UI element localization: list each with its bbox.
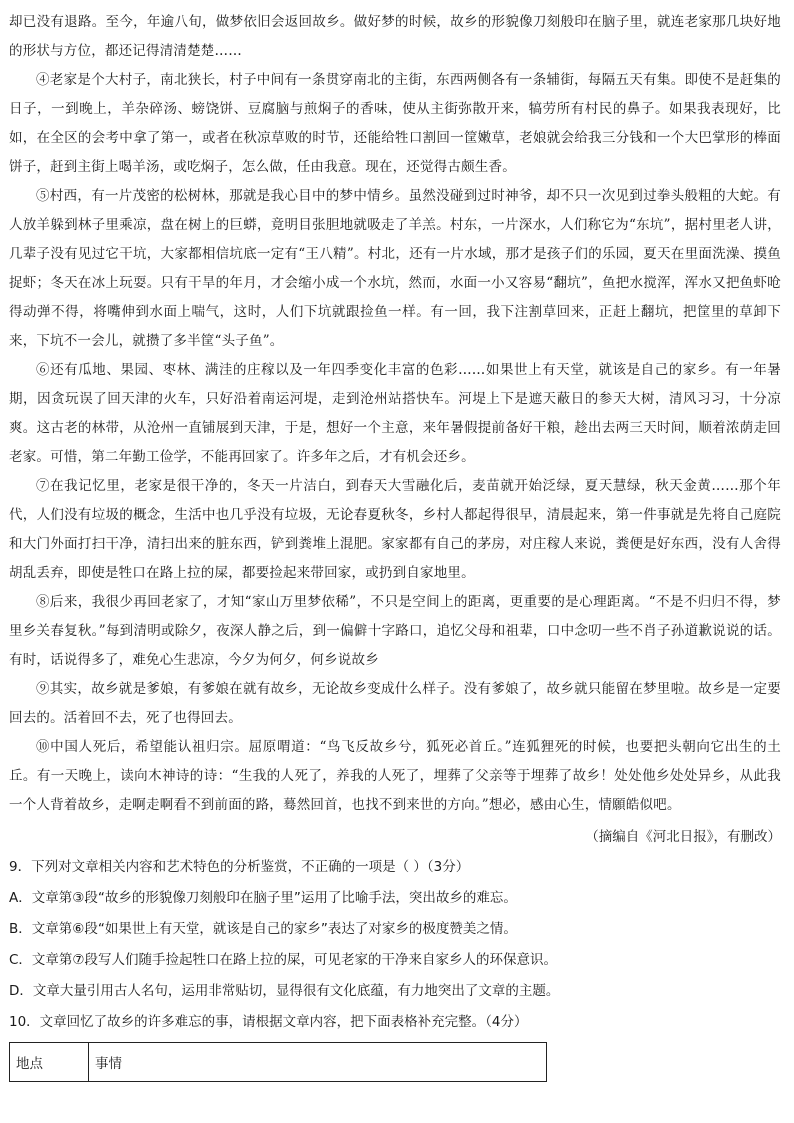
answer-table-header-event: 事情 bbox=[89, 1043, 547, 1082]
answer-table bbox=[9, 1042, 547, 1082]
article-paragraph-4: ④老家是个大村子，南北狭长，村子中间有一条贯穿南北的主街，东西两侧各有一条辅街，每隔五天有集。即使不是赶集的日子，一到晚上，羊杂碎汤、螃饶饼、豆腐脑与煎焖子的香味，使从主街弥散开来，犒劳所有村民的鼻子。如果我表现好，比如，在全区的会考中拿了第一，或者在秋凉草败的时节，还能给牲口割回一筐嫩草，老娘就会给我三分钱和一个大巴掌形的棒面饼子，赶到主街上喝羊汤，或吃焖子，怎么做，任由我意。现在，还觉得古颇生香。 bbox=[9, 72, 781, 175]
article-source: （摘编自《河北日报》，有删改） bbox=[585, 829, 781, 845]
answer-table-header-place: 地点 bbox=[10, 1043, 89, 1082]
article-paragraph-8: ⑧后来，我很少再回老家了，才知“家山万里梦依稀”，不只是空间上的距离，更重要的是心理距离。“不是不归归不得，梦里乡关春复秋。”每到清明或除夕，夜深人静之后，到一偏僻十字路口，追忆父母和祖辈，口中念叨一些不肖子孙道歉说说的话。有时，话说得多了，难免心生悲凉，今夕为何夕，何乡说故乡 bbox=[9, 594, 781, 668]
question-9-option-d: D．文章大量引用古人名句，运用非常贴切，显得很有文化底蕴，有力地突出了文章的主题。 bbox=[9, 983, 560, 999]
question-9 bbox=[9, 852, 781, 1007]
exam-page bbox=[9, 8, 781, 1082]
question-10 bbox=[9, 1007, 781, 1082]
article-paragraph-continued: 却已没有退路。至今，年逾八旬，做梦依旧会返回故乡。做好梦的时候，故乡的形貌像刀刻般印在脑子里，就连老家那几块好地的形状与方位，都还记得清清楚楚…… bbox=[9, 14, 781, 59]
article-paragraph-6: ⑥还有瓜地、果园、枣林、满洼的庄稼以及一年四季变化丰富的色彩……如果世上有天堂，就该是自己的家乡。有一年暑期，因贪玩误了回天津的火车，只好沿着南运河堤，走到沧州站搭快车。河堤上下是遮天蔽日的参天大树，清风习习，十分凉爽。这古老的林带，从沧州一直铺展到天津，于是，想好一个主意，来年暑假提前备好干粮，趁出去两三天时间，顺着浓荫走回老家。可惜，第二年勤工俭学，不能再回家了。许多年之后，才有机会还乡。 bbox=[9, 362, 781, 465]
question-9-option-b: B．文章第⑥段“如果世上有天堂，就该是自己的家乡”表达了对家乡的极度赞美之情。 bbox=[9, 921, 517, 937]
article-body bbox=[9, 8, 781, 852]
question-10-stem: 10．文章回忆了故乡的许多难忘的事，请根据文章内容，把下面表格补充完整。（4分） bbox=[9, 1014, 528, 1030]
article-paragraph-5: ⑤村西，有一片茂密的松树林，那就是我心目中的梦中情乡。虽然没碰到过时神爷，却不只一次见到过拳头般粗的大蛇。有人放羊躲到林子里乘凉，盘在树上的巨蟒，竟明目张胆地就吸走了羊羔。村东，一片深水，人们称它为“东坑”，据村里老人讲，几辈子没有见过它干坑，大家都相信坑底一定有“王八精”。村北，还有一片水域，那才是孩子们的乐园，夏天在里面洗澡、摸鱼捉虾；冬天在冰上玩耍。只有干旱的年月，才会缩小成一个水坑，然而，水面一小又容易“翻坑”，鱼把水搅浑，浑水又把鱼虾呛得动弹不得，将嘴伸到水面上喘气，这时，人们下坑就跟捡鱼一样。有一回，我下注割草回来，正赶上翻坑，把筐里的草卸下来，下坑不一会儿，就攒了多半筐“头子鱼”。 bbox=[9, 188, 781, 349]
question-9-stem: 9．下列对文章相关内容和艺术特色的分析鉴赏，不正确的一项是（ ）（3分） bbox=[9, 859, 470, 875]
answer-table-header-row bbox=[10, 1043, 547, 1082]
article-paragraph-9: ⑨其实，故乡就是爹娘，有爹娘在就有故乡，无论故乡变成什么样子。没有爹娘了，故乡就只能留在梦里啦。故乡是一定要回去的。活着回不去，死了也得回去。 bbox=[9, 681, 781, 726]
article-paragraph-7: ⑦在我记忆里，老家是很干净的，冬天一片洁白，到春天大雪融化后，麦苗就开始泛绿，夏天慧绿，秋天金黄……那个年代，人们没有垃圾的概念，生活中也几乎没有垃圾，无论春夏秋冬，乡村人都起得很早，清晨起来，第一件事就是先将自己庭院和大门外面打扫干净，清扫出来的脏东西，铲到粪堆上混肥。家家都有自己的茅房，对庄稼人来说，粪便是好东西，没有人舍得胡乱丢弃，即使是牲口在路上拉的屎，都要捡起来带回家，或扔到自家地里。 bbox=[9, 478, 781, 581]
article-paragraph-10: ⑩中国人死后，希望能认祖归宗。屈原喟道：“鸟飞反故乡兮，狐死必首丘。”连狐狸死的时候，也要把头朝向它出生的土丘。有一天晚上，读向木神诗的诗：“生我的人死了，养我的人死了，埋葬了父亲等于埋葬了故乡！处处他乡处处异乡，从此我一个人背着故乡，走啊走啊看不到前面的路，蓦然回首，也找不到来世的方向。”想必，感由心生，情願皓似吧。 bbox=[9, 739, 781, 813]
question-9-option-c: C．文章第⑦段写人们随手捡起牲口在路上拉的屎，可见老家的干净来自家乡人的环保意识。 bbox=[9, 952, 558, 968]
question-9-option-a: A．文章第③段“故乡的形貌像刀刻般印在脑子里”运用了比喻手法，突出故乡的难忘。 bbox=[9, 890, 517, 906]
